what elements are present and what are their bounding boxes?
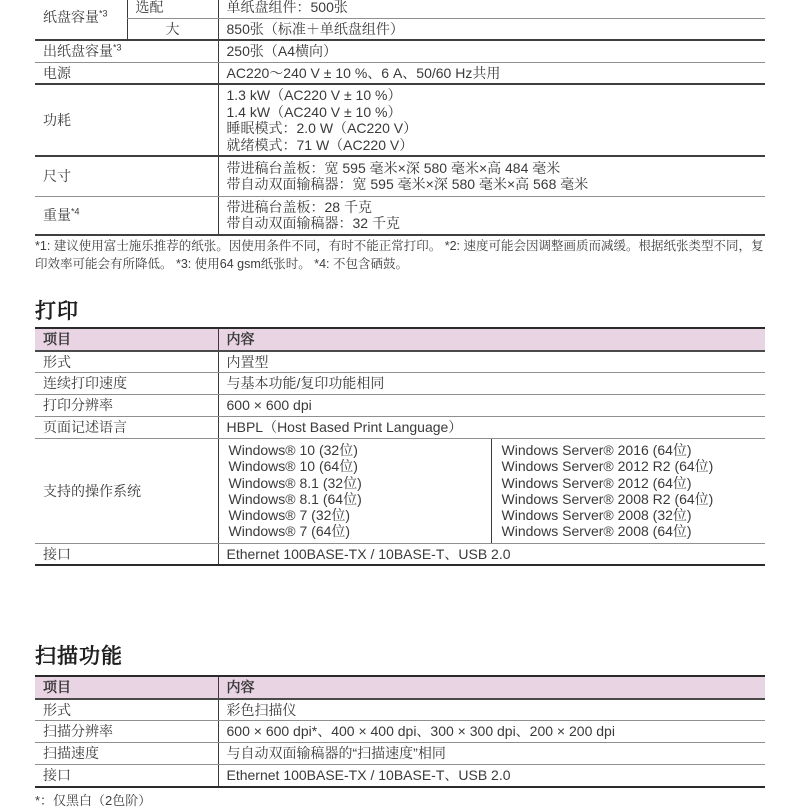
os-list-left bbox=[219, 439, 491, 543]
os-item: Windows Server® 2008 R2 (64位) bbox=[501, 490, 714, 507]
scan-table bbox=[35, 675, 765, 788]
column-header-content: 内容 bbox=[218, 676, 765, 699]
table-row bbox=[35, 439, 765, 544]
row-label-scan-type: 形式 bbox=[35, 699, 218, 721]
row-value-supported-os bbox=[218, 439, 765, 544]
table-header-row bbox=[35, 328, 765, 351]
footnotes: *1: 建议使用富士施乐推荐的纸张。因使用条件不同，有时不能正常打印。 *2: 速度可能会因调整画质而减缓。根据纸张类型不同，复印效率可能会有所降低。 *3: 使用64 gsm纸张时。 *4: 不包含硒鼓。 bbox=[35, 239, 764, 271]
table-row bbox=[35, 699, 765, 721]
row-value-output-tray: 250张（A4横向） bbox=[218, 40, 765, 62]
row-value-print-speed: 与基本功能/复印功能相同 bbox=[218, 373, 765, 395]
os-item: Windows Server® 2008 (64位) bbox=[501, 523, 692, 540]
row-value-scan-resolution: 600 × 600 dpi*、400 × 400 dpi、300 × 300 dpi、200 × 200 dpi bbox=[218, 721, 765, 743]
os-item: Windows® 8.1 (32位) bbox=[228, 474, 362, 491]
row-value-type: 内置型 bbox=[218, 351, 765, 373]
os-item: Windows® 7 (32位) bbox=[228, 507, 351, 524]
table-header-row bbox=[35, 676, 765, 699]
scan-section-title: 扫描功能 bbox=[35, 645, 123, 668]
os-item: Windows® 8.1 (64位) bbox=[228, 490, 362, 507]
table-row bbox=[35, 417, 765, 439]
os-item: Windows® 10 (64位) bbox=[228, 458, 358, 475]
scan-footnote: *：仅黑白（2色阶） bbox=[35, 793, 152, 808]
row-label-power: 电源 bbox=[35, 62, 218, 84]
table-row bbox=[35, 373, 765, 395]
row-value-print-resolution: 600 × 600 dpi bbox=[218, 395, 765, 417]
row-value-scan-interface: Ethernet 100BASE-TX / 10BASE-T、USB 2.0 bbox=[218, 765, 765, 787]
row-label-scan-speed: 扫描速度 bbox=[35, 743, 218, 765]
table-row bbox=[35, 351, 765, 373]
os-item: Windows Server® 2012 (64位) bbox=[501, 474, 692, 491]
row-value-page-language: HBPL（Host Based Print Language） bbox=[218, 417, 765, 439]
row-label-supported-os: 支持的操作系统 bbox=[35, 439, 218, 544]
tray-max-value: 850张（标准＋单纸盘组件） bbox=[218, 18, 765, 40]
os-item: Windows® 10 (32位) bbox=[228, 442, 358, 458]
row-value-power: AC220～240 V ± 10 %、6 A、50/60 Hz共用 bbox=[218, 62, 765, 84]
table-row bbox=[35, 743, 765, 765]
row-label-print-speed: 连续打印速度 bbox=[35, 373, 218, 395]
row-value-dimensions: 带进稿台盖板：宽 595 毫米×深 580 毫米×高 484 毫米 带自动双面输稿器：宽 595 毫米×深 580 毫米×高 568 毫米 bbox=[218, 156, 765, 196]
row-value-consumption: 1.3 kW（AC220 V ± 10 %） 1.4 kW（AC240 V ± 10 %） 睡眠模式：2.0 W（AC220 V） 就绪模式：71 W（AC220 V） bbox=[218, 84, 765, 156]
row-label-dimensions: 尺寸 bbox=[35, 156, 218, 196]
row-label-tray-capacity: 纸盘容量$^{*3}$ bbox=[35, 0, 127, 40]
spec-table bbox=[35, 0, 765, 236]
table-row bbox=[35, 395, 765, 417]
row-label-output-tray: 出纸盘容量$^{*3}$ bbox=[35, 40, 218, 62]
print-section-title: 打印 bbox=[35, 300, 79, 323]
column-header-item: 项目 bbox=[35, 676, 218, 699]
table-row bbox=[35, 196, 765, 235]
column-header-item: 项目 bbox=[35, 328, 218, 351]
row-label-print-interface: 接口 bbox=[35, 543, 218, 565]
os-item: Windows Server® 2008 (32位) bbox=[501, 507, 692, 524]
table-row bbox=[35, 0, 765, 18]
row-label-scan-interface: 接口 bbox=[35, 765, 218, 787]
row-label-print-resolution: 打印分辨率 bbox=[35, 395, 218, 417]
table-row bbox=[35, 84, 765, 156]
tray-option-value: 单纸盘组件：500张 bbox=[218, 0, 765, 18]
footnote-marker: *4 bbox=[71, 206, 80, 217]
row-value-scan-type: 彩色扫描仪 bbox=[218, 699, 765, 721]
table-row bbox=[35, 543, 765, 565]
footnote-marker: *3 bbox=[99, 8, 108, 19]
table-row bbox=[35, 765, 765, 787]
row-label-consumption: 功耗 bbox=[35, 84, 218, 156]
row-label-type: 形式 bbox=[35, 351, 218, 373]
table-row bbox=[35, 40, 765, 62]
table-row bbox=[35, 721, 765, 743]
column-header-content: 内容 bbox=[218, 328, 765, 351]
row-value-scan-speed: 与自动双面输稿器的“扫描速度”相同 bbox=[218, 743, 765, 765]
row-value-print-interface: Ethernet 100BASE-TX / 10BASE-T、USB 2.0 bbox=[218, 543, 765, 565]
os-list-right bbox=[491, 439, 766, 543]
row-label-weight: 重量$^{*4}$ bbox=[35, 196, 218, 235]
table-row bbox=[35, 18, 765, 40]
print-table bbox=[35, 327, 765, 566]
os-item: Windows Server® 2016 (64位) bbox=[501, 442, 692, 458]
tray-option-label: 选配 bbox=[127, 0, 218, 18]
os-item: Windows Server® 2012 R2 (64位) bbox=[501, 458, 714, 475]
footnote-marker: *3 bbox=[113, 42, 122, 53]
tray-max-label: 大 bbox=[127, 18, 218, 40]
table-row bbox=[35, 156, 765, 196]
table-row bbox=[35, 62, 765, 84]
row-value-weight: 带进稿台盖板：28 千克 带自动双面输稿器：32 千克 bbox=[218, 196, 765, 235]
row-label-page-language: 页面记述语言 bbox=[35, 417, 218, 439]
row-label-scan-resolution: 扫描分辨率 bbox=[35, 721, 218, 743]
os-item: Windows® 7 (64位) bbox=[228, 523, 351, 540]
